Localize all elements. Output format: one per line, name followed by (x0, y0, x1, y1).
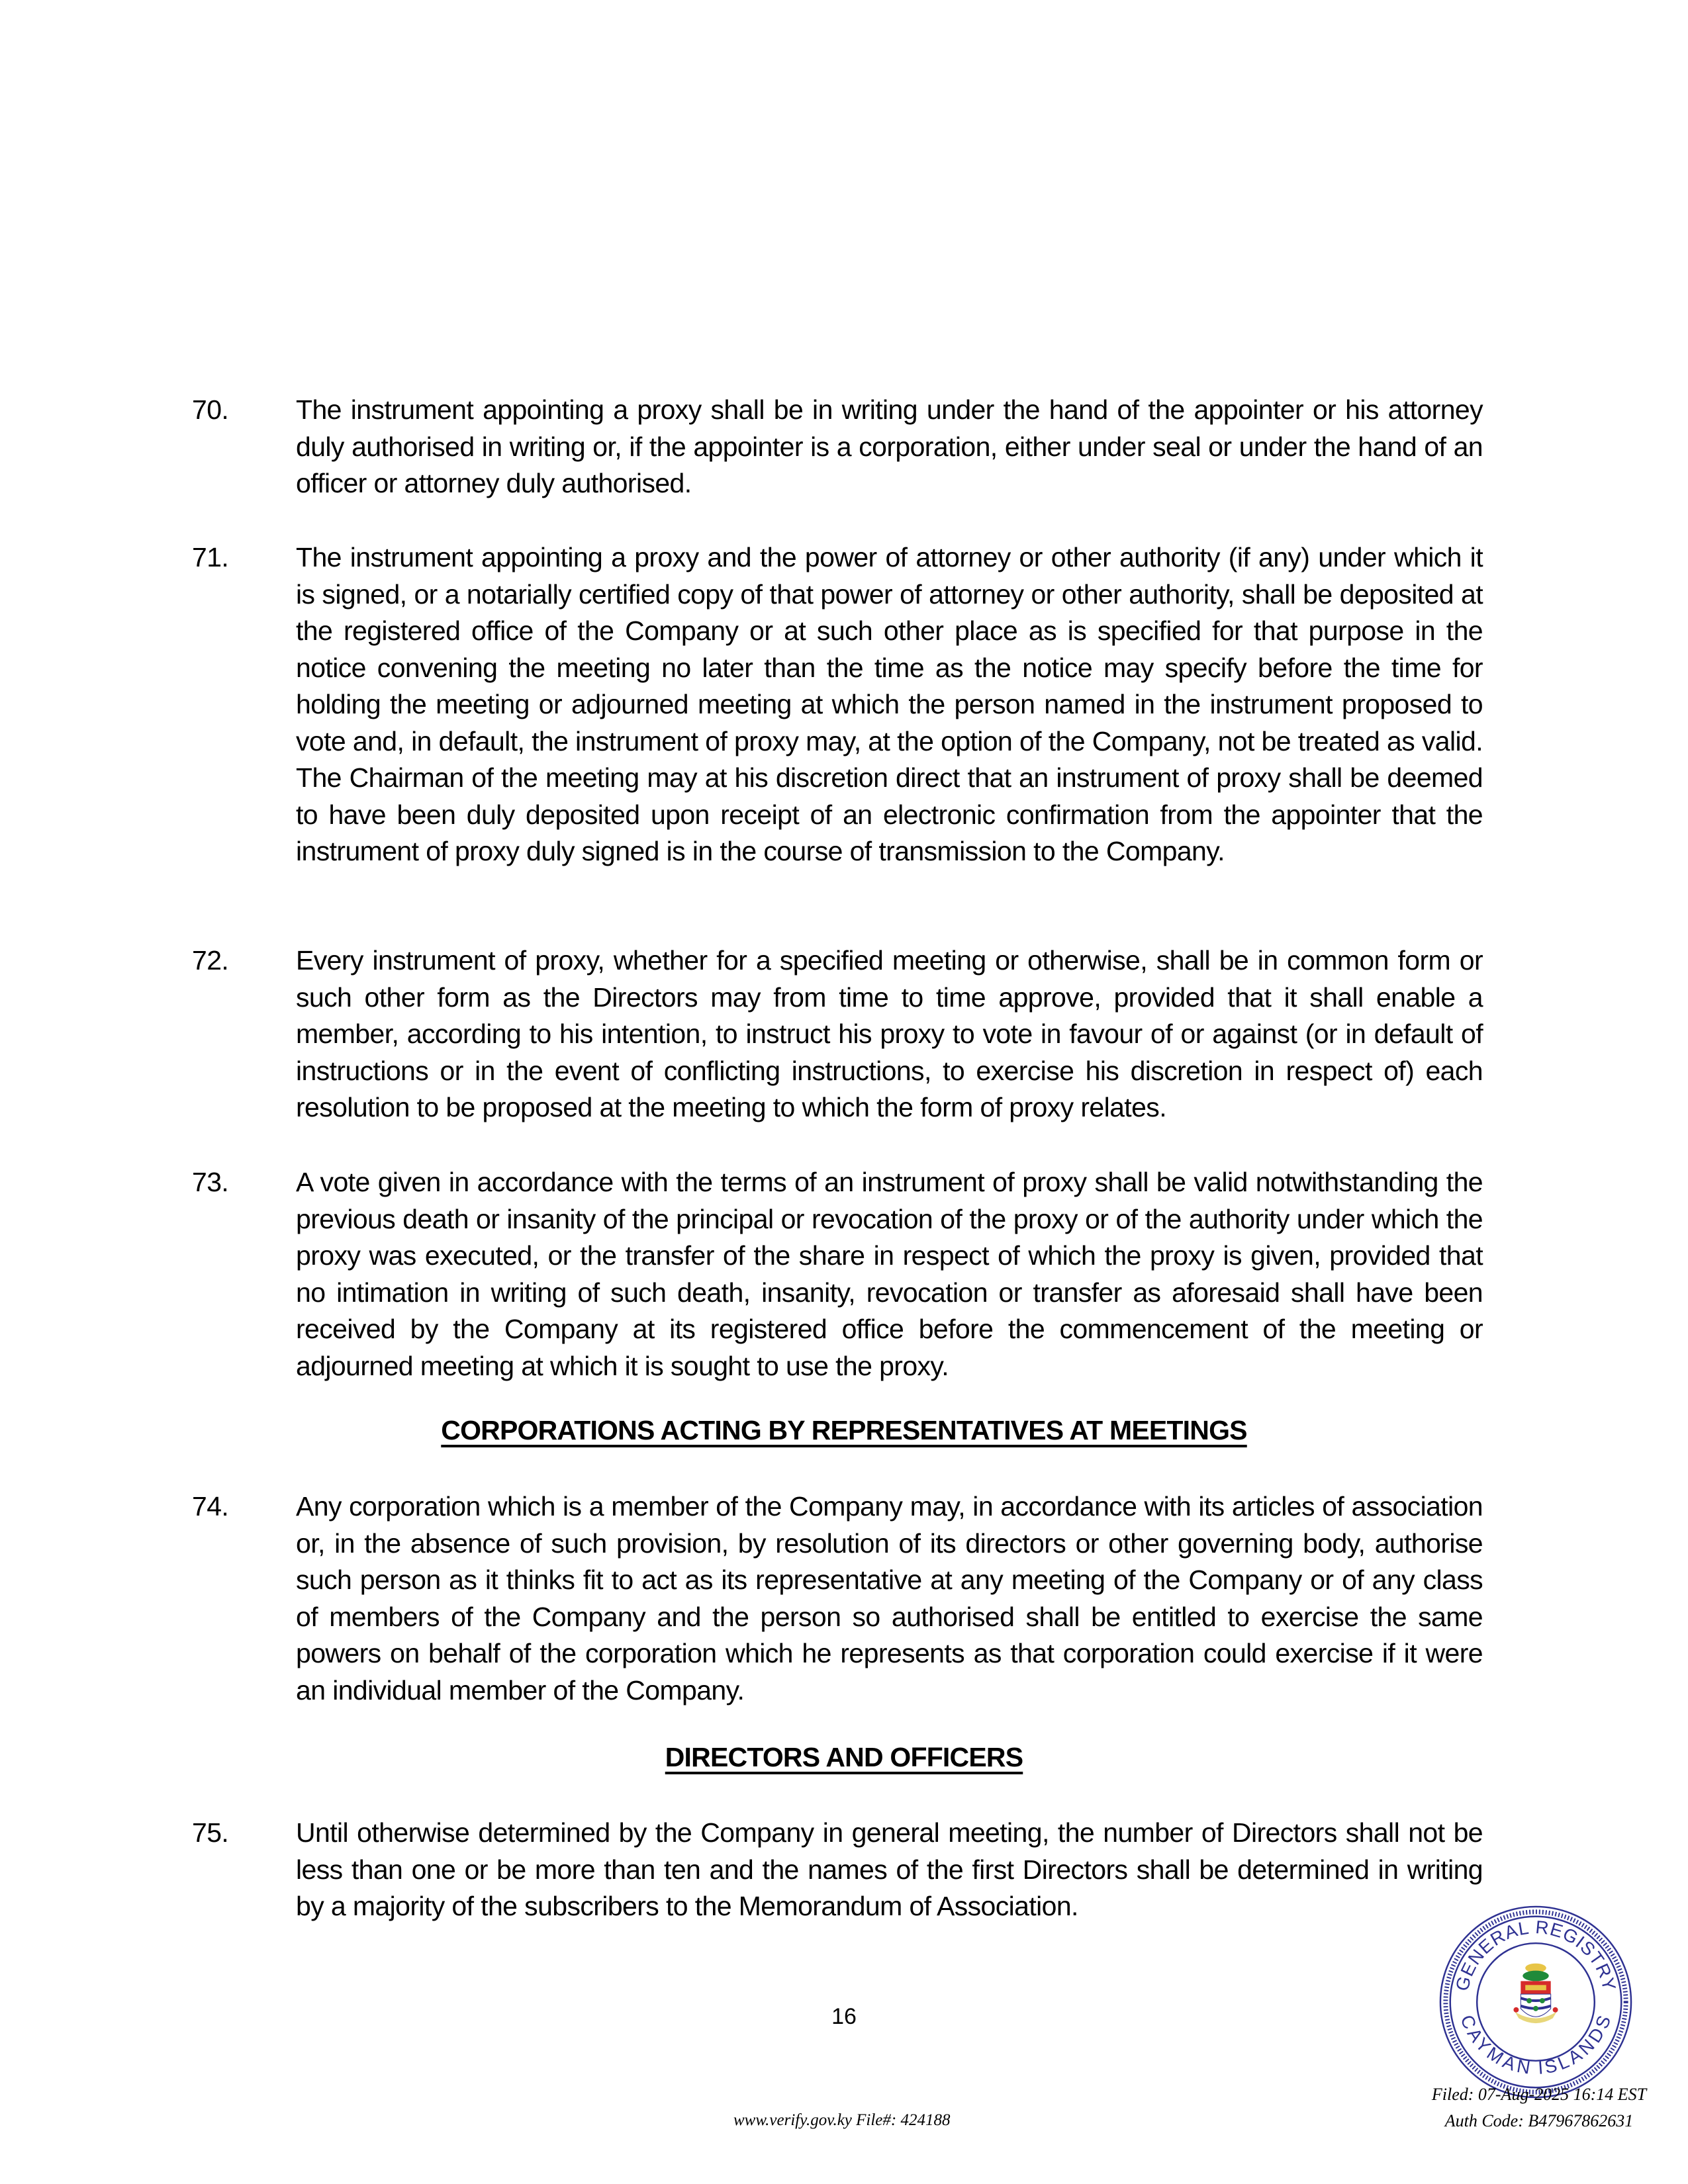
article-number: 70. (192, 394, 229, 425)
svg-text:CAYMAN ISLANDS: CAYMAN ISLANDS (1456, 2012, 1615, 2078)
article-72 (192, 942, 1483, 1126)
section-heading-corporations (0, 1415, 1688, 1446)
article-text: Until otherwise determined by the Company in general meeting, the number of Directors shall not be less than one or be more than ten and the names of the first Directors shall be determined in writing by a majority of the subscribers to the Memorandum of Association. (296, 1817, 1483, 1921)
article-number: 72. (192, 945, 229, 976)
article-number: 74. (192, 1491, 229, 1522)
article-71 (192, 539, 1483, 870)
verify-file-reference: www.verify.gov.ky File#: 424188 (733, 2111, 951, 2129)
heading-text: DIRECTORS AND OFFICERS (665, 1742, 1023, 1772)
page-number: 16 (831, 2004, 857, 2029)
article-text: The instrument appointing a proxy and the power of attorney or other authority (if any) under which it is signed, or a notarially certified copy of that power of attorney or other authority, shall be deposited at the registered office of the Company or at such other place as is specified for that purpose in the notice convening the meeting no later than the time as the notice may specify before the time for holding the meeting or adjourned meeting at which the person named in the instrument proposed to vote and, in default, the instrument of proxy may, at the option of the Company, not be treated as valid. The Chairman of the meeting may at his discretion direct that an instrument of proxy shall be deemed to have been duly deposited upon receipt of an electronic confirmation from the appointer that the instrument of proxy duly signed is in the course of transmission to the Company. (296, 542, 1483, 866)
article-text: A vote given in accordance with the terms of an instrument of proxy shall be valid notwithstanding the previous death or insanity of the principal or revocation of the proxy or of the authority under which the proxy was executed, or the transfer of the share in respect of which the proxy is given, provided that no intimation in writing of such death, insanity, revocation or transfer as aforesaid shall have been received by the Company at its registered office before the commencement of the meeting or adjourned meeting at which it is sought to use the proxy. (296, 1167, 1483, 1381)
article-73 (192, 1164, 1483, 1385)
svg-text:GENERAL REGISTRY: GENERAL REGISTRY (1451, 1916, 1620, 1993)
article-text: Any corporation which is a member of the Company may, in accordance with its articles of association or, in the absence of such provision, by resolution of its directors or other governing body, authorise such person as it thinks fit to act as its representative at any meeting of the Company or of any class of members of the Company and the person so authorised shall be entitled to exercise the same powers on behalf of the corporation which he represents as that corporation could exercise if it were an individual member of the Company. (296, 1491, 1483, 1706)
heading-text: CORPORATIONS ACTING BY REPRESENTATIVES AT MEETINGS (441, 1415, 1247, 1445)
article-number: 73. (192, 1167, 229, 1197)
article-text: The instrument appointing a proxy shall be in writing under the hand of the appointer or his attorney duly authorised in writing or, if the appointer is a corporation, either under seal or under the hand of an officer or attorney duly authorised. (296, 394, 1483, 498)
article-74 (192, 1488, 1483, 1709)
article-text: Every instrument of proxy, whether for a specified meeting or otherwise, shall be in common form or such other form as the Directors may from time to time approve, provided that it shall enable a member, according to his intention, to instruct his proxy to vote in favour of or against (or in default of instructions or in the event of conflicting instructions, to exercise his discretion in respect of) each resolution to be proposed at the meeting to which the form of proxy relates. (296, 945, 1483, 1122)
article-70 (192, 392, 1483, 502)
filed-timestamp: Filed: 07-Aug-2025 16:14 EST (1431, 2085, 1647, 2104)
general-registry-seal-icon (1438, 1904, 1634, 2100)
article-number: 71. (192, 542, 229, 572)
article-number: 75. (192, 1817, 229, 1848)
auth-code: Auth Code: B47967862631 (1444, 2111, 1634, 2130)
article-75 (192, 1815, 1483, 1925)
section-heading-directors (0, 1742, 1688, 1773)
